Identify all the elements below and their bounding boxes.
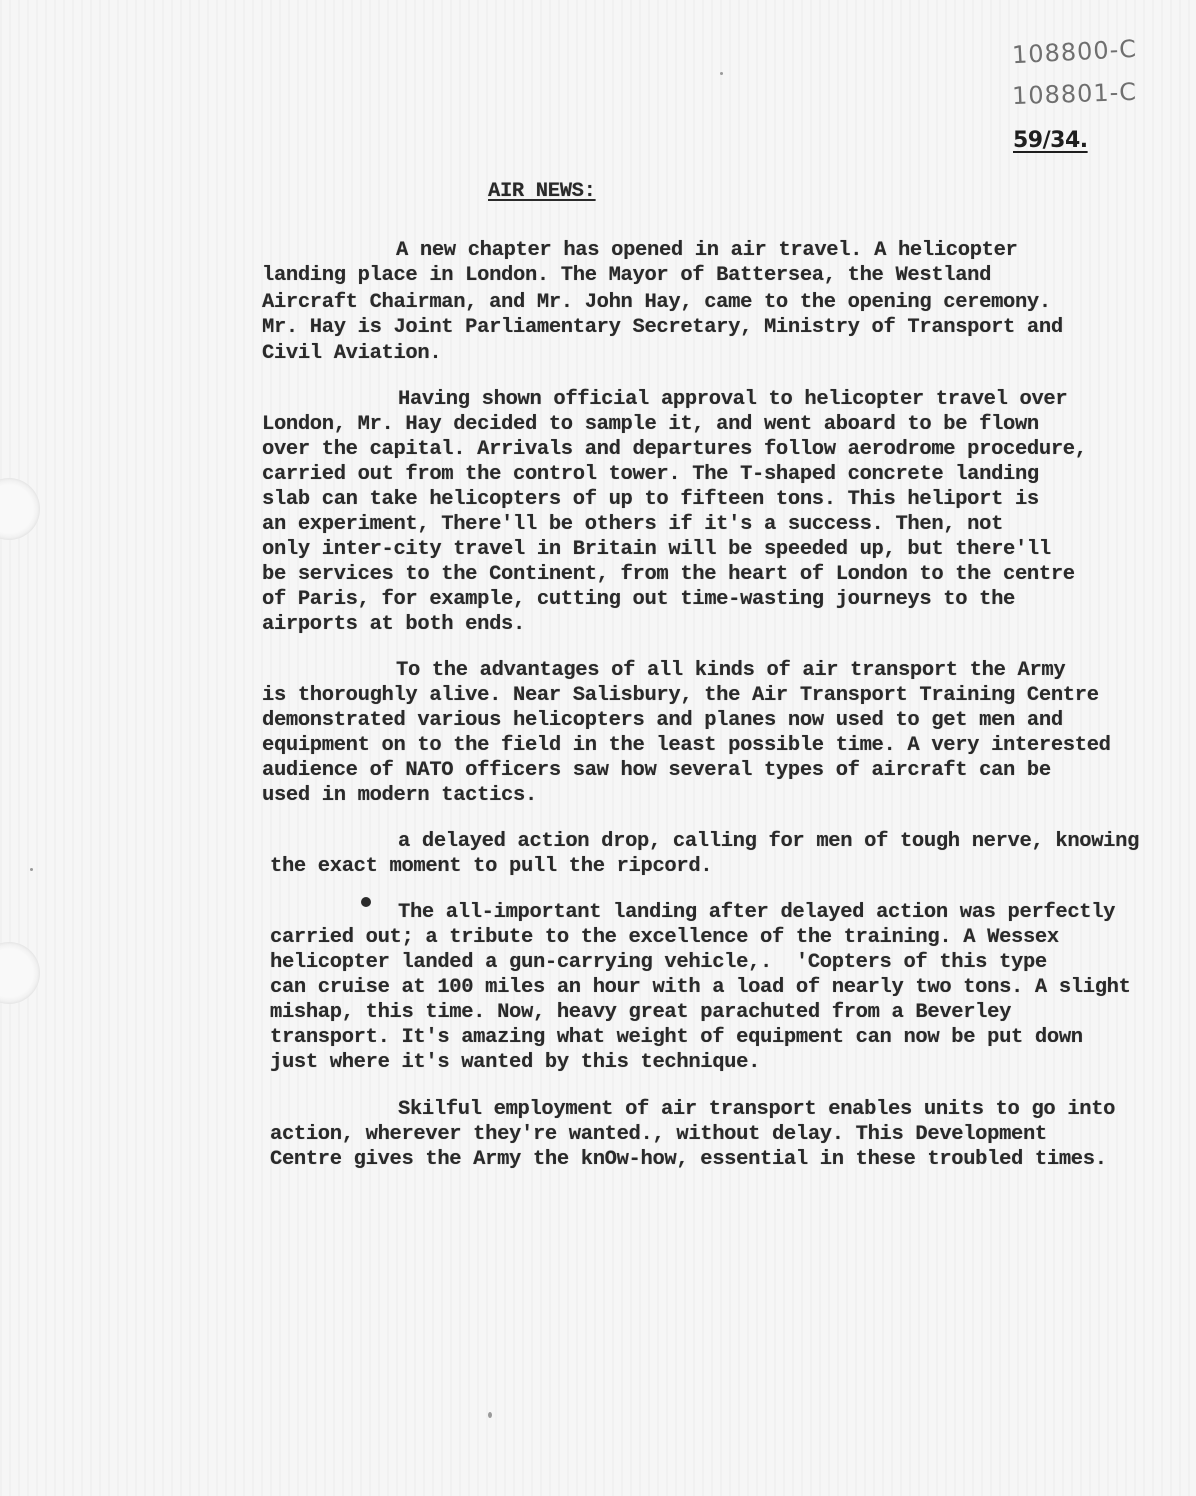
page-number: 59/34. [1013, 128, 1088, 153]
text-line: demonstrated various helicopters and planes now used to get men and [262, 709, 1063, 732]
scan-speck [720, 72, 723, 75]
text-line: transport. It's amazing what weight of equipment can now be put down [270, 1026, 1083, 1049]
text-line: carried out from the control tower. The T-shaped concrete landing [262, 463, 1039, 486]
text-line: Mr. Hay is Joint Parliamentary Secretary, Ministry of Transport and [262, 316, 1063, 339]
text-line: London, Mr. Hay decided to sample it, and went aboard to be flown [262, 413, 1039, 436]
text-line: A new chapter has opened in air travel. A helicopter [396, 239, 1018, 262]
scan-speck [488, 1412, 492, 1418]
text-line: only inter-city travel in Britain will be speeded up, but there'll [262, 538, 1051, 561]
text-line: of Paris, for example, cutting out time-wasting journeys to the [262, 588, 1015, 611]
handwritten-reference-1: 108800-C [1011, 34, 1138, 70]
text-line: action, wherever they're wanted., without delay. This Development [270, 1123, 1047, 1146]
text-line: a delayed action drop, calling for men of tough nerve, knowing [398, 830, 1140, 853]
text-line: just where it's wanted by this technique. [270, 1051, 761, 1074]
punch-hole-top [0, 478, 40, 540]
scan-speck [30, 868, 33, 871]
text-line: slab can take helicopters of up to fifteen tons. This heliport is [262, 488, 1039, 511]
text-line: The all-important landing after delayed action was perfectly [398, 901, 1116, 924]
text-line: can cruise at 100 miles an hour with a load of nearly two tons. A slight [270, 976, 1131, 999]
text-line: carried out; a tribute to the excellence of the training. A Wessex [270, 926, 1059, 949]
page-title: AIR NEWS: [488, 180, 596, 203]
text-line: audience of NATO officers saw how several types of aircraft can be [262, 759, 1051, 782]
text-line: Aircraft Chairman, and Mr. John Hay, came to the opening ceremony. [262, 291, 1051, 314]
text-line: Centre gives the Army the knOw-how, essential in these troubled times. [270, 1148, 1107, 1171]
text-line: be services to the Continent, from the heart of London to the centre [262, 563, 1075, 586]
text-line: airports at both ends. [262, 613, 525, 636]
text-line: mishap, this time. Now, heavy great parachuted from a Beverley [270, 1001, 1012, 1024]
text-line: equipment on to the field in the least possible time. A very interested [262, 734, 1111, 757]
text-line: is thoroughly alive. Near Salisbury, the Air Transport Training Centre [262, 684, 1099, 707]
text-line: over the capital. Arrivals and departures follow aerodrome procedure, [262, 438, 1087, 461]
text-line: an experiment, There'll be others if it's a success. Then, not [262, 513, 1004, 536]
text-line: the exact moment to pull the ripcord. [270, 855, 713, 878]
punch-hole-bottom [0, 942, 40, 1004]
text-line: To the advantages of all kinds of air transport the Army [396, 659, 1066, 682]
text-line: helicopter landed a gun-carrying vehicle,. 'Copters of this type [270, 951, 1047, 974]
handwritten-reference-2: 108801-C [1011, 77, 1138, 111]
text-line: Skilful employment of air transport enables units to go into [398, 1098, 1116, 1121]
text-line: used in modern tactics. [262, 784, 537, 807]
text-line: Civil Aviation. [262, 342, 442, 365]
text-line: Having shown official approval to helicopter travel over [398, 388, 1068, 411]
bullet-mark-icon [361, 897, 371, 907]
text-line: landing place in London. The Mayor of Battersea, the Westland [262, 264, 992, 287]
